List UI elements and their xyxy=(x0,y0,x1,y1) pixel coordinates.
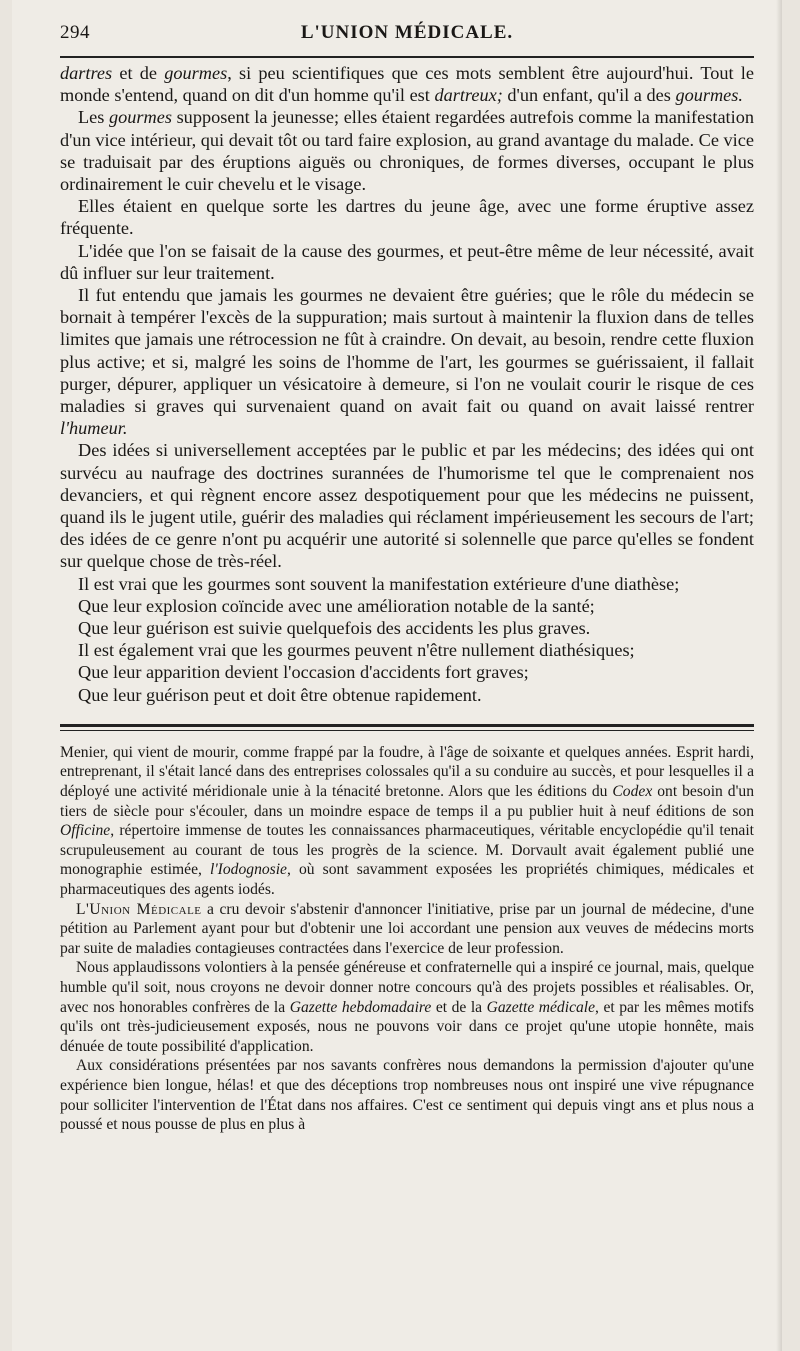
note-paragraph xyxy=(60,743,754,900)
paragraph xyxy=(60,573,754,595)
text-run: Que leur explosion coïncide avec une amélioration notable de la santé; xyxy=(78,595,595,616)
text-run: Il est vrai que les gourmes sont souvent la manifestation extérieure d'une diathèse; xyxy=(78,573,680,594)
text-run: a cru devoir s'abstenir d'annoncer l'initiative, prise par un journal de médecine, d'une pétition au Parlement ayant pour but d'obtenir une loi accordant une pension aux veuves de médecins morts par suite de maladies contagieuses contractées dans l'exercice de leur profession. xyxy=(60,900,754,957)
paragraph xyxy=(60,240,754,284)
paragraph xyxy=(60,595,754,617)
italic-term: Gazette hebdomadaire xyxy=(289,998,432,1016)
paragraph xyxy=(60,195,754,239)
page-edge-shadow xyxy=(776,0,782,1351)
section-divider xyxy=(60,724,754,731)
italic-term: Officine xyxy=(60,822,111,840)
paragraph xyxy=(60,617,754,639)
note-paragraph xyxy=(60,958,754,1056)
text-run: Aux considérations présentées par nos savants confrères nous demandons la permission d'ajouter qu'une expérience bien longue, hélas! et que des déceptions trop nombreuses nous ont inspiré une vive répugnance pour solliciter l'intervention de l'État dans nos affaires. C'est ce sentiment qui depuis vingt ans et plus nous a poussé et nous pousse de plus en plus à xyxy=(60,1057,754,1134)
italic-term: dartres xyxy=(60,63,113,83)
text-run: Les xyxy=(78,107,109,128)
italic-term: Codex xyxy=(612,783,653,801)
text-run: supposent la jeunesse; elles étaient regardées autrefois comme la manifestation d'un vice intérieur, qui devait tôt ou tard faire explosion, au grand avantage du malade. Ce vice se traduisait par des éruptions aiguës ou chroniques, de formes diverses, occupant le plus ordinairement le cuir chevelu et le visage. xyxy=(60,107,754,195)
paragraph xyxy=(60,439,754,572)
italic-term: gourmes xyxy=(164,63,228,83)
text-run: Elles étaient en quelque sorte les dartres du jeune âge, avec une forme éruptive assez fréquente. xyxy=(60,196,754,239)
text-run: , si peu scientifiques que ces mots semblent être aujourd'hui. Tout le monde s'entend, quand on dit d'un homme qu'il est xyxy=(60,63,754,106)
text-run: et de xyxy=(112,63,165,83)
text-run: Que leur guérison peut et doit être obtenue rapidement. xyxy=(78,684,482,705)
journal-title: L'UNION MÉDICALE. xyxy=(300,22,514,43)
italic-term: dartreux; xyxy=(434,85,503,106)
text-run: d'un enfant, qu'il a des xyxy=(502,85,676,106)
journal-page xyxy=(12,0,782,1351)
text-run: et de la xyxy=(431,998,487,1016)
text-run: , où sont savamment exposées les propriétés chimiques, médicales et pharmaceutiques des agents iodés. xyxy=(60,861,754,899)
paragraph xyxy=(60,62,754,106)
paragraph xyxy=(60,684,754,706)
paragraph xyxy=(60,661,754,683)
paragraph xyxy=(60,106,754,195)
note-paragraph xyxy=(60,1056,754,1134)
italic-term: l'Iodognosie xyxy=(210,861,287,879)
text-run: Des idées si universellement acceptées par le public et par les médecins; des idées qui ont survécu au naufrage des doctrines surannées de l'humorisme tel que le comprenaient nos devanciers, et qui règnent encore assez despotiquement pour que les médecins ne puissent, quand ils le jugent utile, guérir des maladies qui réclament impérieusement les secours de l'art; des idées de ce genre n'ont pu acquérir une autorité si solennelle que parce qu'elles se fondent sur quelque chose de très-réel. xyxy=(60,440,754,572)
paragraph xyxy=(60,639,754,661)
text-run: Menier, qui vient de mourir, comme frappé par la foudre, à l'âge de soixante et quelques années. Esprit hardi, entreprenant, il s'était lancé dans des entreprises colossales qu'il a su conduire au succès, et pour lesquelles il a déployé une activité méridionale unie à la ténacité bretonne. Alors que les éditions du xyxy=(60,743,754,801)
italic-term: gourmes xyxy=(109,107,172,128)
text-run: Que leur apparition devient l'occasion d'accidents fort graves; xyxy=(78,662,529,683)
italic-term: Gazette médicale xyxy=(486,998,596,1016)
text-run: Il fut entendu que jamais les gourmes ne devaient être guéries; que le rôle du médecin se bornait à tempérer l'excès de la suppuration; mais surtout à maintenir la fluxion dans de telles limites que jamais une rétrocession ne fût à craindre. On devait, au besoin, rendre cette fluxion plus active; et si, malgré les soins de l'homme de l'art, les gourmes se guérissaient, il fallait purger, dépurer, appliquer un vésicatoire à demeure, si l'on ne voulait courir le risque de ces maladies si graves qui survenaient quand on avait fait ou quand on avait laissé rentrer xyxy=(60,285,754,417)
running-head xyxy=(60,18,754,42)
text-run: L'idée que l'on se faisait de la cause des gourmes, et peut-être même de leur nécessité, avait dû influer sur leur traitement. xyxy=(60,240,754,283)
text-run: ont besoin d'un tiers de siècle pour s'écouler, dans un moindre espace de temps il a pu publier huit à neuf éditions de son xyxy=(60,783,755,820)
main-article xyxy=(60,62,754,706)
note-paragraph xyxy=(60,900,754,959)
page-number: 294 xyxy=(60,22,90,43)
feuilleton-notes xyxy=(60,743,754,1135)
paragraph xyxy=(60,284,754,439)
italic-term: l'humeur. xyxy=(60,418,128,439)
header-rule xyxy=(60,56,754,58)
text-run: Nous applaudissons volontiers à la pensée généreuse et confraternelle qui a inspiré ce journal, mais, quelque humble qu'il soit, nous croyons ne devoir donner notre concours qu'à des projets possibles et réalisables. Or, avec nos honorables confrères de la xyxy=(60,959,754,1016)
italic-term: gourmes. xyxy=(675,85,743,106)
text-run: Il est également vrai que les gourmes peuvent n'être nullement diathésiques; xyxy=(78,640,635,661)
text-run: Que leur guérison est suivie quelquefois des accidents les plus graves. xyxy=(78,618,591,639)
small-caps-title: L'Union Médicale xyxy=(76,900,202,918)
text-run: , et par les mêmes motifs qu'ils ont très-judicieusement exposés, nous ne pouvons voir dans ce projet qu'une utopie honnête, mais dénuée de toute possibilité d'application. xyxy=(60,998,754,1055)
text-run: , répertoire immense de toutes les connaissances pharmaceutiques, véritable encyclopédie qu'il tenait scrupuleusement au courant de tous les progrès de la science. M. Dorvault avait également publié une monographie estimée, xyxy=(60,822,754,879)
